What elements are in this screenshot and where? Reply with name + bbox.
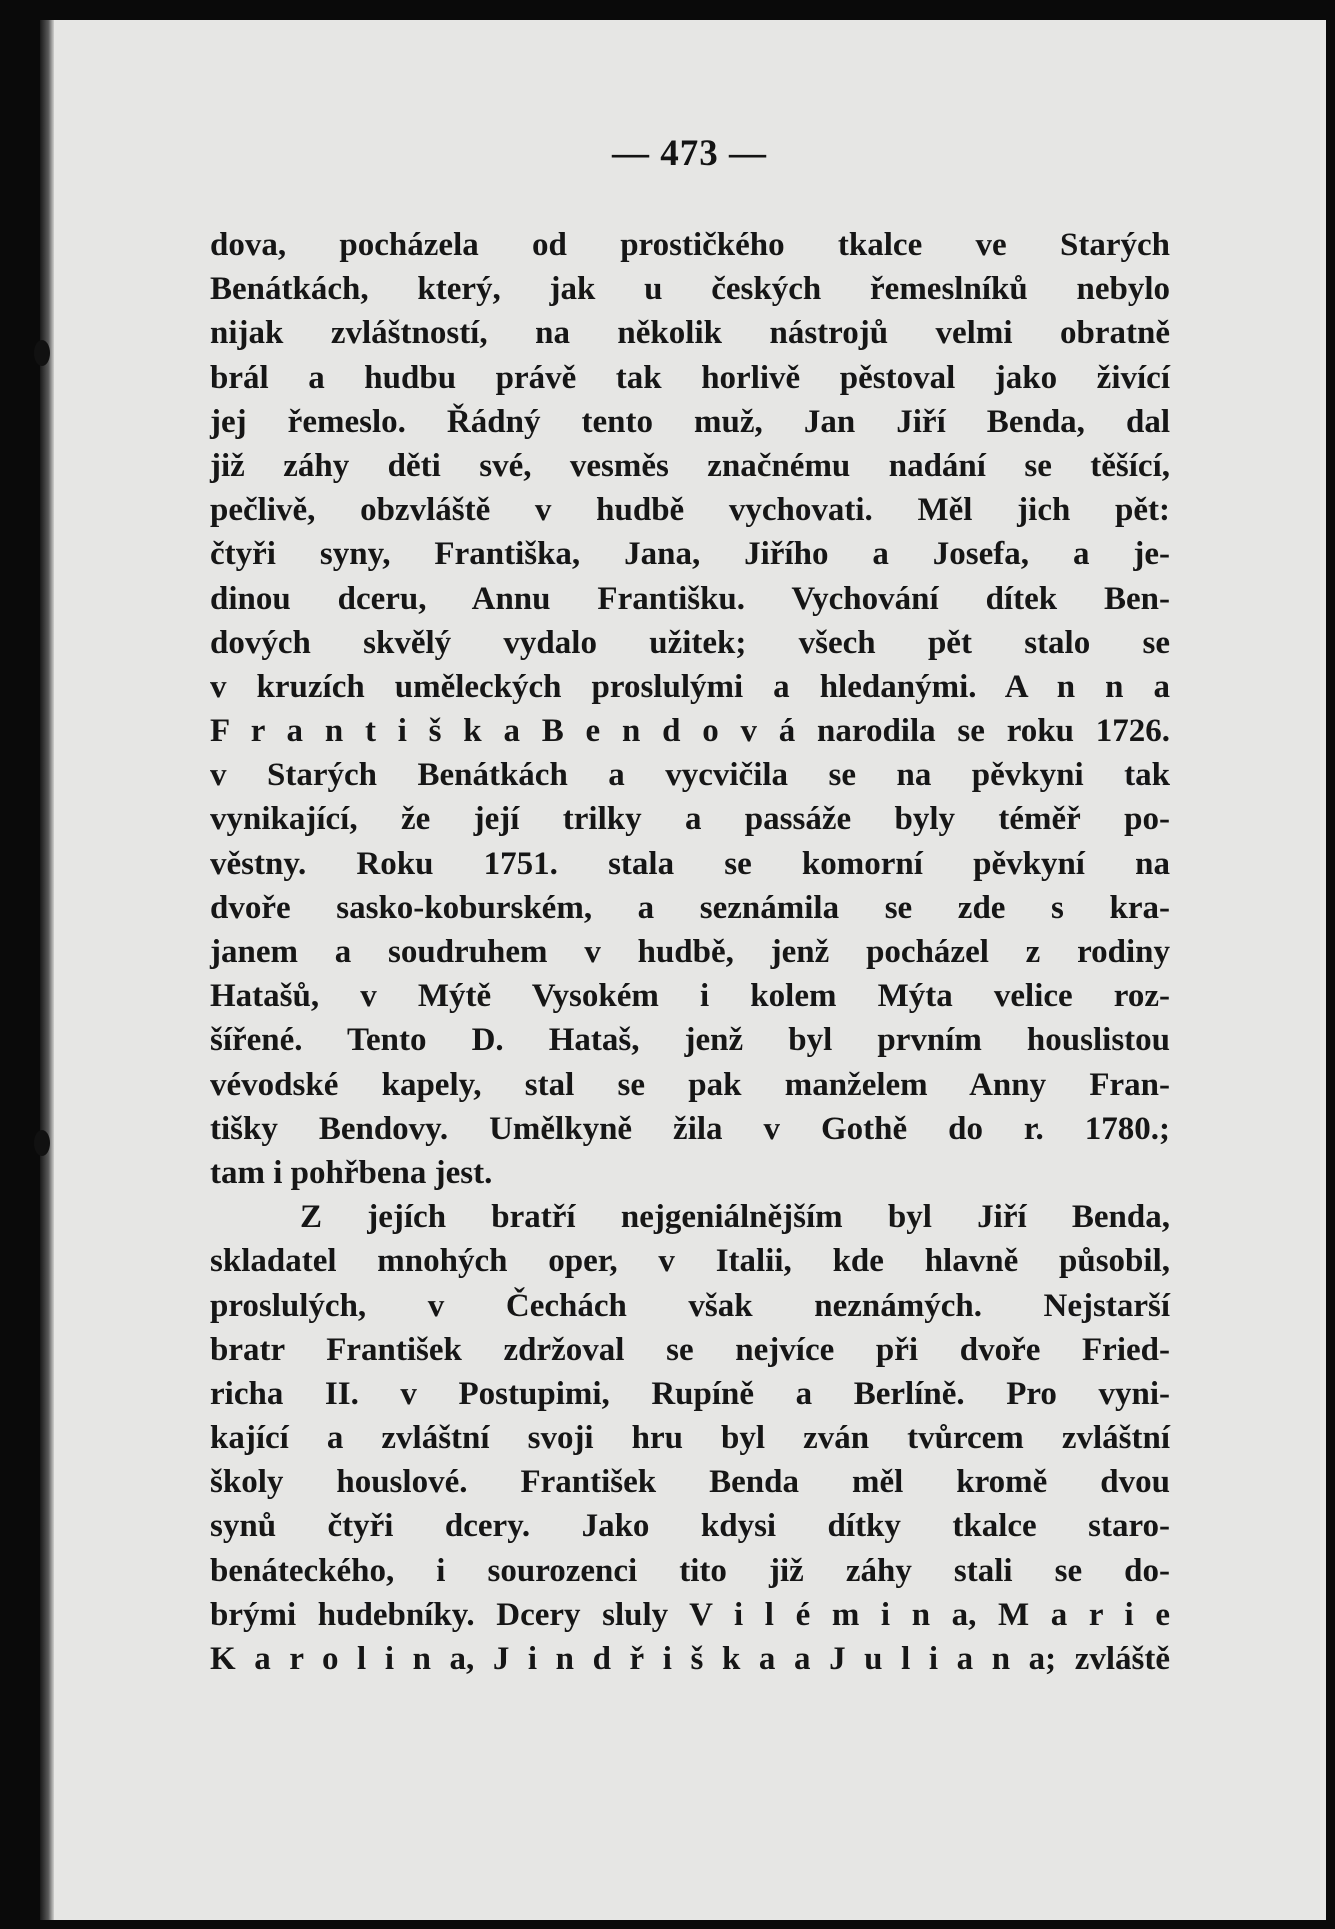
binding-hole-mark (34, 1130, 50, 1156)
text-line: Benátkách, který, jak u českých řemeslníků nebylo (210, 271, 1170, 308)
text-line: věstny. Roku 1751. stala se komorní pěvkyní na (210, 845, 1170, 882)
text-line: kající a zvláštní svoji hru byl zván tvůrcem zvláštní (210, 1420, 1170, 1457)
text-line: brými hudebníky. Dcery sluly V i l é m i n a, M a r i e (210, 1596, 1170, 1633)
text-line: dvoře sasko-koburském, a seznámila se zde s kra- (210, 889, 1170, 926)
text-line: tam i pohřbena jest. (210, 1154, 493, 1191)
binding-hole-mark (34, 340, 50, 366)
text-line: richa II. v Postupimi, Rupíně a Berlíně. Pro vyni- (210, 1375, 1170, 1412)
text-line: v Starých Benátkách a vycvičila se na pěvkyni tak (210, 757, 1170, 794)
text-line: K a r o l i n a, J i n d ř i š k a a J u l i a n a; zvláště (210, 1641, 1170, 1677)
text-line: již záhy děti své, vesměs značnému nadání se těšící, (210, 447, 1170, 484)
text-line: šířené. Tento D. Hataš, jenž byl prvním houslistou (210, 1022, 1170, 1059)
body-text (210, 223, 1170, 1681)
text-line: v kruzích uměleckých proslulými a hledanými. A n n a (210, 668, 1170, 705)
text-line: pečlivě, obzvláště v hudbě vychovati. Měl jich pět: (210, 492, 1170, 529)
text-line: Z jejích bratří nejgeniálnějším byl Jiří Benda, (300, 1199, 1170, 1236)
text-line: skladatel mnohých oper, v Italii, kde hlavně působil, (210, 1243, 1170, 1280)
text-line: Hatašů, v Mýtě Vysokém i kolem Mýta velice roz- (210, 978, 1170, 1015)
text-line: jej řemeslo. Řádný tento muž, Jan Jiří Benda, dal (210, 403, 1170, 440)
page-binding-edge (40, 20, 54, 1920)
text-line: synů čtyři dcery. Jako kdysi dítky tkalce staro- (210, 1508, 1170, 1545)
text-line: dových skvělý vydalo užitek; všech pět stalo se (210, 624, 1170, 661)
text-line: benáteckého, i sourozenci tito již záhy stali se do- (210, 1552, 1170, 1589)
page-number: — 473 — (612, 133, 767, 174)
text-line: F r a n t i š k a B e n d o v á narodila se roku 1726. (210, 713, 1170, 750)
text-line: školy houslové. František Benda měl kromě dvou (210, 1464, 1170, 1501)
text-line: janem a soudruhem v hudbě, jenž pocházel z rodiny (210, 934, 1170, 970)
text-line: tišky Bendovy. Umělkyně žila v Gothě do r. 1780.; (210, 1110, 1170, 1147)
text-line: brál a hudbu právě tak horlivě pěstoval jako živící (210, 359, 1170, 396)
text-line: dova, pocházela od prostičkého tkalce ve Starých (210, 227, 1170, 263)
text-line: proslulých, v Čechách však neznámých. Nejstarší (210, 1287, 1170, 1324)
text-line: nijak zvláštností, na několik nástrojů velmi obratně (210, 315, 1170, 352)
text-line: bratr František zdržoval se nejvíce při dvoře Fried- (210, 1331, 1170, 1368)
text-line: vynikající, že její trilky a passáže byly téměř po- (210, 801, 1170, 838)
text-line: vévodské kapely, stal se pak manželem Anny Fran- (210, 1066, 1170, 1103)
text-line: dinou dceru, Annu Františku. Vychování dítek Ben- (210, 580, 1170, 617)
text-line: čtyři syny, Františka, Jana, Jiřího a Josefa, a je- (210, 536, 1170, 573)
